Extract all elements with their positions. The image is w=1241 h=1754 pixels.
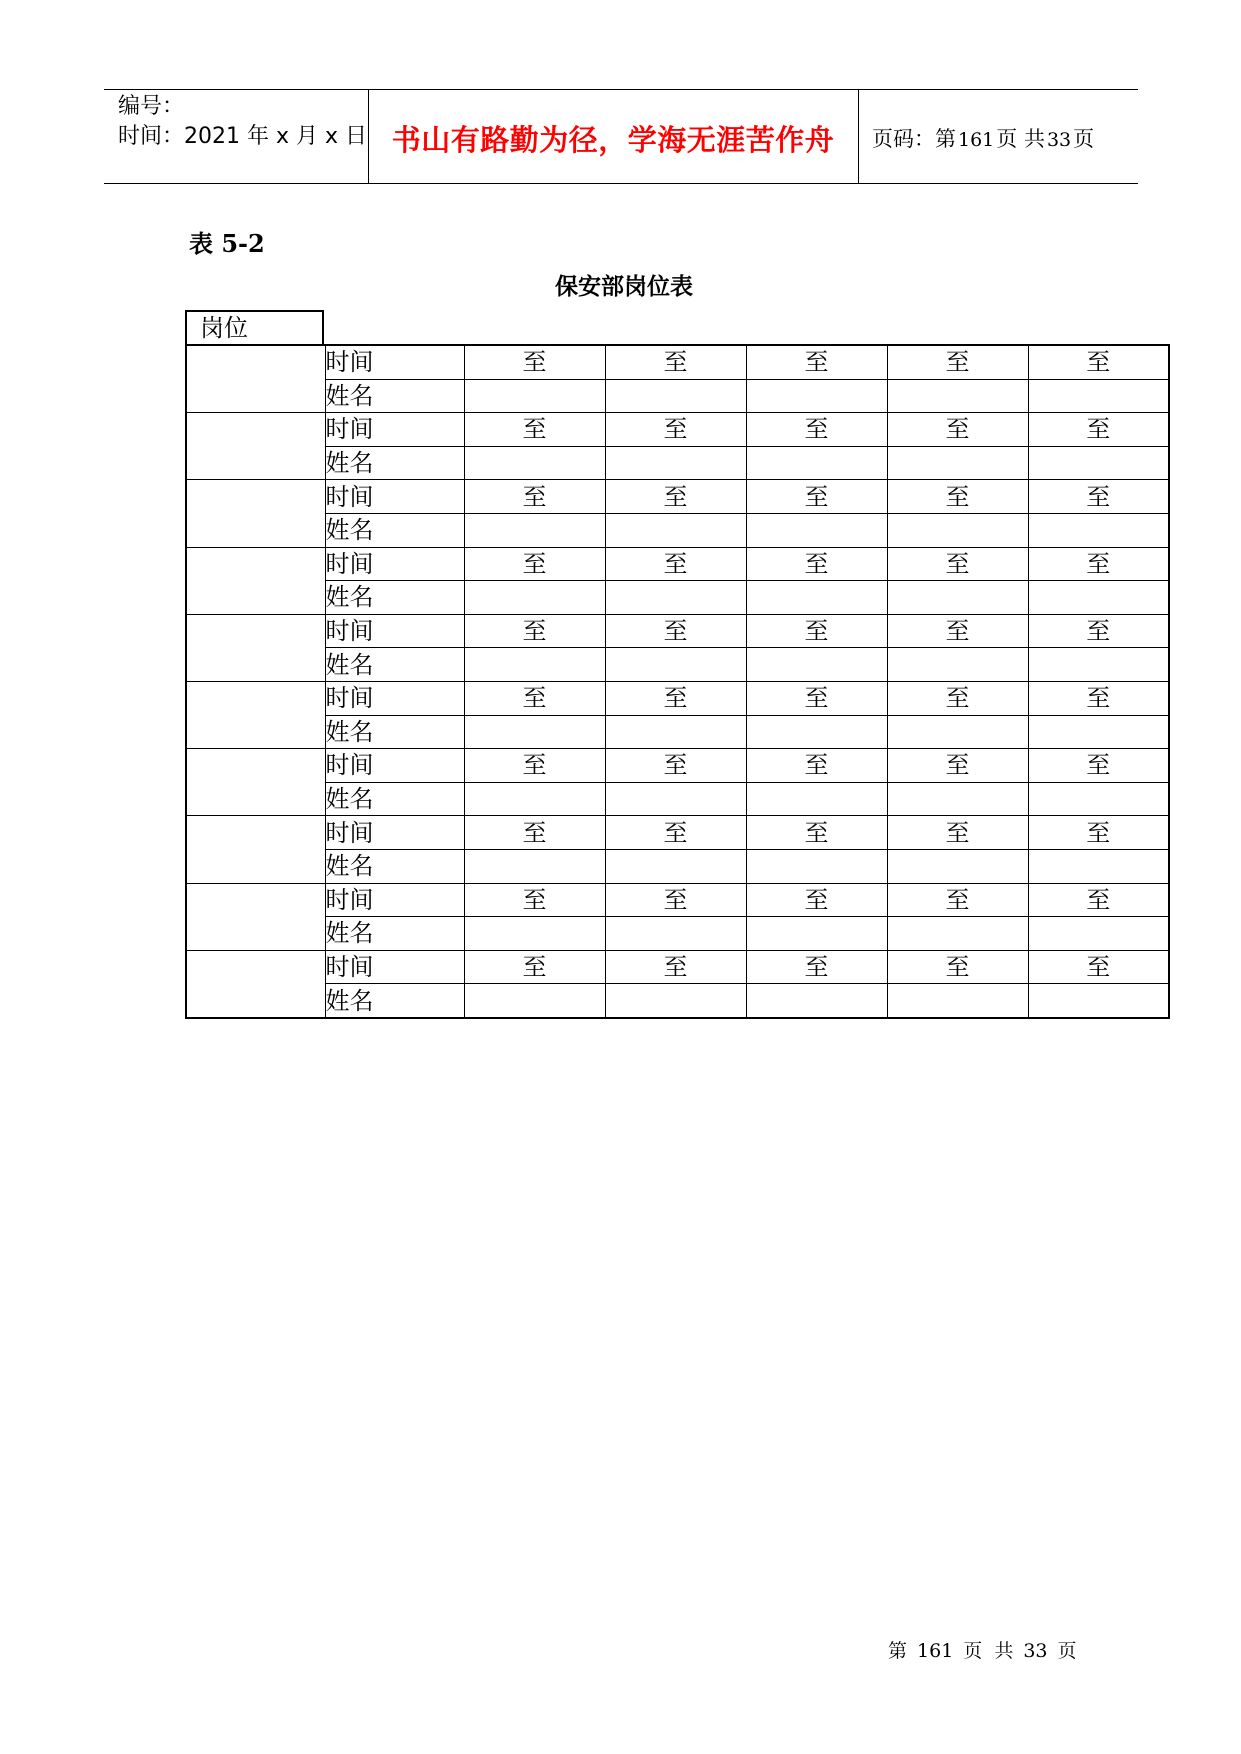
time-label-cell: 时间 bbox=[325, 480, 464, 514]
roster-name-row bbox=[186, 715, 1169, 749]
time-slot-cell: 至 bbox=[887, 950, 1028, 984]
name-label-cell: 姓名 bbox=[325, 648, 464, 682]
time-slot-cell: 至 bbox=[746, 681, 887, 715]
roster-time-row bbox=[186, 816, 1169, 850]
time-slot-cell: 至 bbox=[887, 480, 1028, 514]
time-slot-cell: 至 bbox=[887, 883, 1028, 917]
post-column-header: 岗位 bbox=[185, 310, 324, 344]
name-entry-cell bbox=[605, 782, 746, 816]
time-slot-cell: 至 bbox=[1028, 547, 1169, 581]
post-cell bbox=[186, 413, 325, 480]
time-slot-cell: 至 bbox=[464, 816, 605, 850]
time-slot-cell: 至 bbox=[746, 345, 887, 379]
roster-time-row bbox=[186, 345, 1169, 379]
name-entry-cell bbox=[605, 648, 746, 682]
name-entry-cell bbox=[887, 782, 1028, 816]
time-label-cell: 时间 bbox=[325, 614, 464, 648]
time-slot-cell: 至 bbox=[887, 681, 1028, 715]
name-label-cell: 姓名 bbox=[325, 715, 464, 749]
name-entry-cell bbox=[605, 984, 746, 1018]
time-slot-cell: 至 bbox=[746, 883, 887, 917]
roster-time-row bbox=[186, 413, 1169, 447]
name-entry-cell bbox=[1028, 715, 1169, 749]
page-prefix: 页码：第 bbox=[872, 127, 956, 151]
time-slot-cell: 至 bbox=[746, 816, 887, 850]
roster-body bbox=[186, 345, 1169, 1018]
name-label-cell: 姓名 bbox=[325, 446, 464, 480]
time-slot-cell: 至 bbox=[605, 547, 746, 581]
roster-name-row bbox=[186, 446, 1169, 480]
header-page-info bbox=[872, 123, 1094, 153]
name-entry-cell bbox=[1028, 379, 1169, 413]
name-entry-cell bbox=[464, 917, 605, 951]
post-cell bbox=[186, 547, 325, 614]
table-label: 表 5-2 bbox=[189, 229, 265, 258]
time-slot-cell: 至 bbox=[1028, 480, 1169, 514]
roster-name-row bbox=[186, 984, 1169, 1018]
name-entry-cell bbox=[746, 917, 887, 951]
footer-prefix: 第 bbox=[888, 1640, 908, 1662]
time-slot-cell: 至 bbox=[605, 749, 746, 783]
name-entry-cell bbox=[1028, 581, 1169, 615]
time-slot-cell: 至 bbox=[605, 413, 746, 447]
time-slot-cell: 至 bbox=[887, 413, 1028, 447]
time-slot-cell: 至 bbox=[1028, 816, 1169, 850]
name-label-cell: 姓名 bbox=[325, 782, 464, 816]
name-label-cell: 姓名 bbox=[325, 849, 464, 883]
document-number-label: 编号： bbox=[118, 94, 185, 119]
name-entry-cell bbox=[605, 446, 746, 480]
time-slot-cell: 至 bbox=[464, 950, 605, 984]
name-entry-cell bbox=[464, 513, 605, 547]
name-entry-cell bbox=[1028, 648, 1169, 682]
document-date: 时间：2021 年 x 月 x 日 bbox=[118, 124, 367, 149]
name-entry-cell bbox=[1028, 513, 1169, 547]
time-slot-cell: 至 bbox=[1028, 345, 1169, 379]
time-slot-cell: 至 bbox=[464, 614, 605, 648]
time-slot-cell: 至 bbox=[464, 413, 605, 447]
roster-time-row bbox=[186, 749, 1169, 783]
time-slot-cell: 至 bbox=[746, 480, 887, 514]
roster-time-row bbox=[186, 950, 1169, 984]
post-cell bbox=[186, 345, 325, 413]
name-entry-cell bbox=[887, 984, 1028, 1018]
roster-name-row bbox=[186, 849, 1169, 883]
time-slot-cell: 至 bbox=[605, 345, 746, 379]
roster-time-row bbox=[186, 614, 1169, 648]
table-title: 保安部岗位表 bbox=[555, 274, 693, 300]
name-entry-cell bbox=[464, 379, 605, 413]
name-entry-cell bbox=[887, 715, 1028, 749]
time-slot-cell: 至 bbox=[1028, 681, 1169, 715]
time-label-cell: 时间 bbox=[325, 883, 464, 917]
roster-time-row bbox=[186, 681, 1169, 715]
name-entry-cell bbox=[605, 581, 746, 615]
name-entry-cell bbox=[464, 984, 605, 1018]
time-slot-cell: 至 bbox=[605, 480, 746, 514]
time-label-cell: 时间 bbox=[325, 681, 464, 715]
name-entry-cell bbox=[746, 581, 887, 615]
header-divider-right bbox=[858, 89, 859, 183]
footer-page: 161 bbox=[917, 1640, 954, 1662]
name-entry-cell bbox=[464, 715, 605, 749]
roster-time-row bbox=[186, 480, 1169, 514]
time-slot-cell: 至 bbox=[605, 883, 746, 917]
name-entry-cell bbox=[1028, 984, 1169, 1018]
page-total: 33 bbox=[1046, 129, 1072, 151]
name-entry-cell bbox=[1028, 782, 1169, 816]
header-motto: 书山有路勤为径，学海无涯苦作舟 bbox=[391, 123, 835, 157]
roster-time-row bbox=[186, 883, 1169, 917]
time-slot-cell: 至 bbox=[1028, 614, 1169, 648]
roster-name-row bbox=[186, 782, 1169, 816]
page-mid: 页 共 bbox=[996, 127, 1045, 151]
header-meta bbox=[118, 92, 367, 152]
header-bottom-rule bbox=[104, 183, 1138, 184]
name-entry-cell bbox=[746, 648, 887, 682]
header-divider-left bbox=[368, 89, 369, 183]
post-cell bbox=[186, 614, 325, 681]
time-slot-cell: 至 bbox=[605, 816, 746, 850]
roster-time-row bbox=[186, 547, 1169, 581]
name-entry-cell bbox=[746, 782, 887, 816]
name-entry-cell bbox=[1028, 849, 1169, 883]
name-entry-cell bbox=[746, 715, 887, 749]
time-slot-cell: 至 bbox=[1028, 950, 1169, 984]
time-slot-cell: 至 bbox=[746, 413, 887, 447]
time-slot-cell: 至 bbox=[887, 345, 1028, 379]
time-slot-cell: 至 bbox=[464, 345, 605, 379]
name-label-cell: 姓名 bbox=[325, 581, 464, 615]
name-entry-cell bbox=[605, 917, 746, 951]
roster-name-row bbox=[186, 917, 1169, 951]
footer-suffix: 页 bbox=[1057, 1640, 1077, 1662]
time-slot-cell: 至 bbox=[887, 614, 1028, 648]
roster-name-row bbox=[186, 581, 1169, 615]
time-label-cell: 时间 bbox=[325, 547, 464, 581]
name-entry-cell bbox=[464, 782, 605, 816]
name-entry-cell bbox=[605, 849, 746, 883]
time-slot-cell: 至 bbox=[746, 950, 887, 984]
name-entry-cell bbox=[887, 648, 1028, 682]
post-cell bbox=[186, 883, 325, 950]
name-entry-cell bbox=[1028, 917, 1169, 951]
roster-name-row bbox=[186, 648, 1169, 682]
name-entry-cell bbox=[605, 715, 746, 749]
page-number: 161 bbox=[958, 129, 995, 151]
time-slot-cell: 至 bbox=[746, 749, 887, 783]
time-slot-cell: 至 bbox=[887, 749, 1028, 783]
security-roster-table bbox=[185, 344, 1170, 1019]
time-slot-cell: 至 bbox=[464, 749, 605, 783]
name-entry-cell bbox=[464, 849, 605, 883]
time-slot-cell: 至 bbox=[1028, 413, 1169, 447]
page-footer bbox=[888, 1636, 1087, 1663]
time-slot-cell: 至 bbox=[605, 614, 746, 648]
header-top-rule bbox=[104, 89, 1138, 90]
name-entry-cell bbox=[464, 581, 605, 615]
footer-total: 33 bbox=[1023, 1640, 1048, 1662]
name-entry-cell bbox=[1028, 446, 1169, 480]
name-entry-cell bbox=[746, 379, 887, 413]
post-cell bbox=[186, 681, 325, 748]
time-slot-cell: 至 bbox=[746, 614, 887, 648]
time-slot-cell: 至 bbox=[464, 480, 605, 514]
name-label-cell: 姓名 bbox=[325, 513, 464, 547]
name-entry-cell bbox=[887, 379, 1028, 413]
footer-mid: 页 共 bbox=[963, 1640, 1014, 1662]
name-entry-cell bbox=[746, 849, 887, 883]
roster-name-row bbox=[186, 379, 1169, 413]
time-label-cell: 时间 bbox=[325, 950, 464, 984]
post-cell bbox=[186, 749, 325, 816]
name-entry-cell bbox=[605, 513, 746, 547]
name-entry-cell bbox=[887, 446, 1028, 480]
roster-name-row bbox=[186, 513, 1169, 547]
post-cell bbox=[186, 480, 325, 547]
page-suffix: 页 bbox=[1073, 127, 1095, 151]
name-entry-cell bbox=[746, 446, 887, 480]
name-entry-cell bbox=[887, 581, 1028, 615]
name-entry-cell bbox=[605, 379, 746, 413]
time-slot-cell: 至 bbox=[464, 681, 605, 715]
time-slot-cell: 至 bbox=[1028, 749, 1169, 783]
time-slot-cell: 至 bbox=[605, 681, 746, 715]
name-entry-cell bbox=[746, 513, 887, 547]
name-label-cell: 姓名 bbox=[325, 379, 464, 413]
name-label-cell: 姓名 bbox=[325, 917, 464, 951]
time-slot-cell: 至 bbox=[887, 816, 1028, 850]
time-label-cell: 时间 bbox=[325, 816, 464, 850]
time-slot-cell: 至 bbox=[605, 950, 746, 984]
time-slot-cell: 至 bbox=[887, 547, 1028, 581]
time-slot-cell: 至 bbox=[464, 883, 605, 917]
time-label-cell: 时间 bbox=[325, 345, 464, 379]
post-cell bbox=[186, 816, 325, 883]
time-slot-cell: 至 bbox=[746, 547, 887, 581]
name-entry-cell bbox=[887, 849, 1028, 883]
name-entry-cell bbox=[887, 513, 1028, 547]
name-entry-cell bbox=[746, 984, 887, 1018]
name-entry-cell bbox=[464, 648, 605, 682]
time-label-cell: 时间 bbox=[325, 413, 464, 447]
time-slot-cell: 至 bbox=[464, 547, 605, 581]
name-entry-cell bbox=[887, 917, 1028, 951]
post-cell bbox=[186, 950, 325, 1018]
time-slot-cell: 至 bbox=[1028, 883, 1169, 917]
time-label-cell: 时间 bbox=[325, 749, 464, 783]
name-label-cell: 姓名 bbox=[325, 984, 464, 1018]
name-entry-cell bbox=[464, 446, 605, 480]
